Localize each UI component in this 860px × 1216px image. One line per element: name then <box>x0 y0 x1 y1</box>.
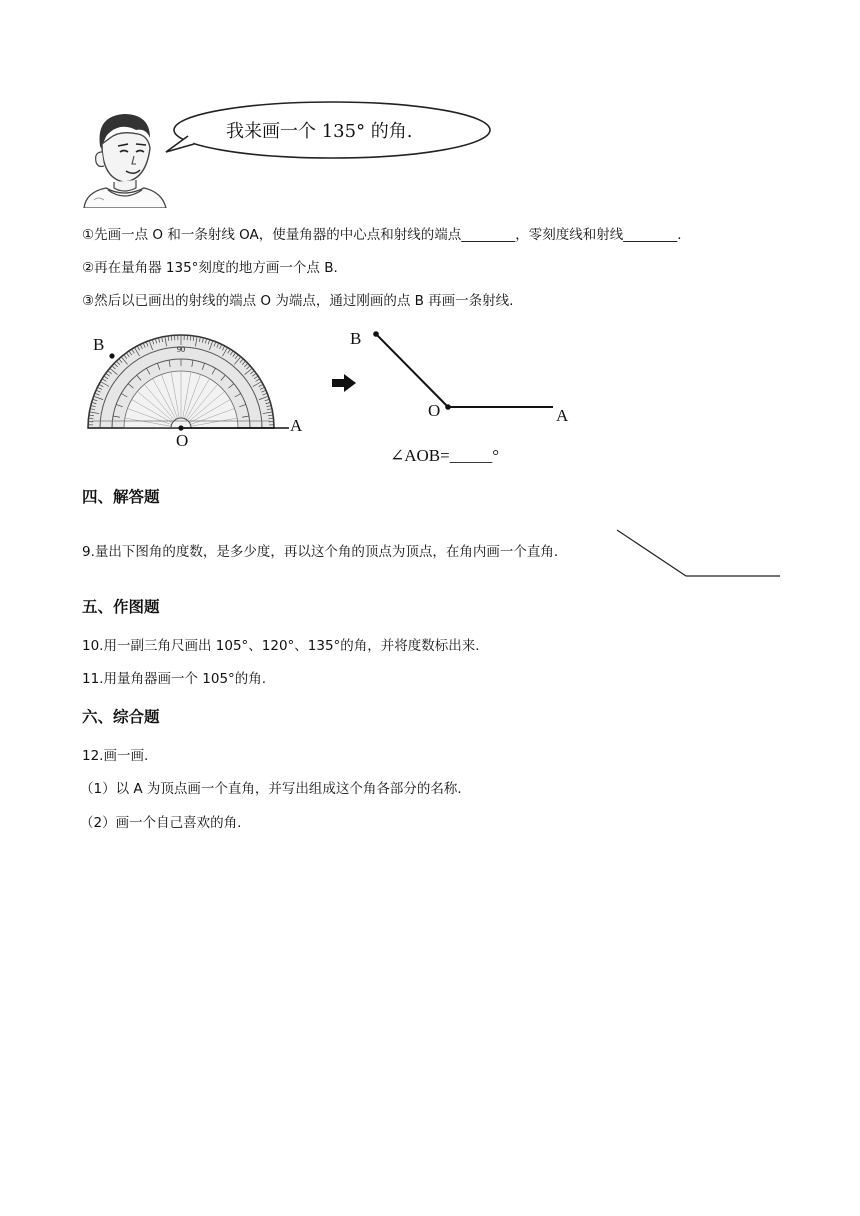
q9-angle <box>614 528 782 580</box>
point-O <box>445 404 451 410</box>
question-12-1: （1）以 A 为顶点画一个直角，并写出组成这个角各部分的名称. <box>80 781 462 797</box>
angle-figure <box>346 324 586 424</box>
section-5-title: 五、作图题 <box>82 598 160 616</box>
question-12-2: （2）画一个自己喜欢的角. <box>80 815 242 831</box>
boy-illustration <box>80 108 170 208</box>
label-B: B <box>93 335 105 354</box>
angle-caption: ∠AOB=_____° <box>390 446 500 465</box>
step-3-mark: ③ <box>82 293 95 309</box>
question-10: 10.用一副三角尺画出 105°、120°、135°的角，并将度数标出来. <box>82 638 480 654</box>
ray-OB <box>376 334 448 407</box>
protractor-90-label: 90 <box>177 345 185 354</box>
section-4-title: 四、解答题 <box>82 488 160 506</box>
label-O: O <box>428 401 441 420</box>
step-2-text: 再在量角器 135°刻度的地方画一个点 B. <box>94 260 338 276</box>
step-3-text: 然后以已画出的射线的端点 O 为端点，通过刚画的点 B 再画一条射线. <box>94 293 514 309</box>
step-2-mark: ② <box>82 260 95 276</box>
question-12: 12.画一画. <box>82 748 149 764</box>
step-1-mark: ① <box>82 227 95 243</box>
label-A: A <box>290 416 303 435</box>
protractor-figure <box>84 328 314 458</box>
label-O: O <box>176 431 189 450</box>
point-B <box>373 331 379 337</box>
step-1 <box>82 225 682 245</box>
step-2 <box>82 258 338 278</box>
step-1-text: 先画一点 O 和一条射线 OA，使量角器的中心点和射线的端点________，零刻度线和射线________. <box>94 227 682 243</box>
protractor <box>88 335 274 428</box>
step-3 <box>82 291 513 311</box>
section-6-title: 六、综合题 <box>82 708 160 726</box>
question-9: 9.量出下图角的度数，是多少度，再以这个角的顶点为顶点，在角内画一个直角. <box>82 544 559 560</box>
label-A: A <box>556 406 569 424</box>
bubble-text: 我来画一个 135° 的角. <box>226 121 413 142</box>
question-11: 11.用量角器画一个 105°的角. <box>82 671 267 687</box>
point-O <box>178 425 183 430</box>
point-B <box>109 353 114 358</box>
label-B: B <box>350 329 362 348</box>
